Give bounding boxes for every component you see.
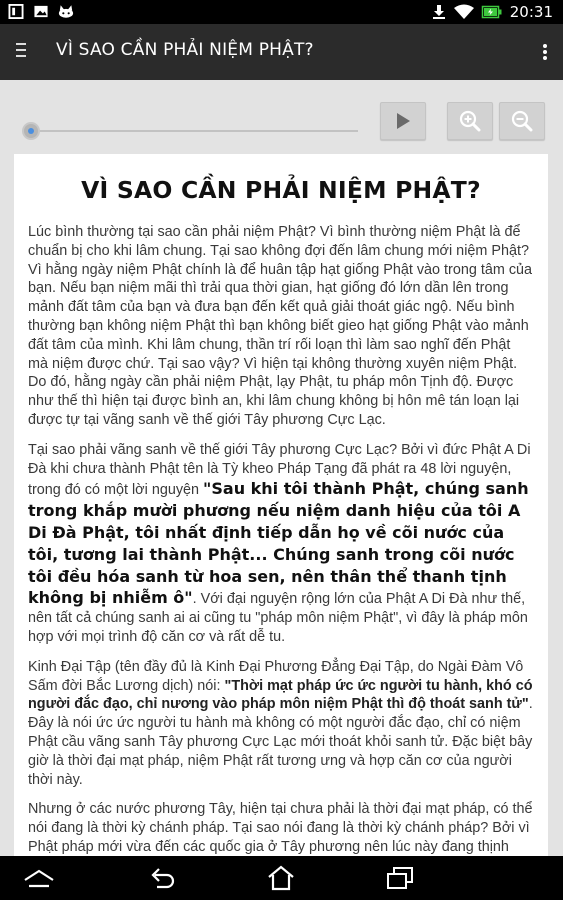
battery-charging-icon: [482, 5, 502, 19]
action-bar: [0, 24, 563, 80]
zoom-out-icon: [510, 109, 534, 133]
seek-bar-thumb[interactable]: [22, 122, 40, 140]
zoom-in-button[interactable]: [447, 102, 493, 140]
seek-bar-track[interactable]: [32, 130, 358, 132]
status-time: 20:31: [509, 3, 553, 21]
wifi-icon: [454, 4, 474, 20]
article-paragraph-2: [28, 441, 534, 647]
home-icon: [265, 865, 297, 891]
navigation-bar: [0, 856, 563, 900]
paragraph-2-rest: . Với đại nguyện rộng lớn của Phật A Di Đà như thế, nên tất cả chúng sanh ai ai cũng tu "pháp môn niệm Phật", vì đây là pháp môn hợp với mọi trình độ căn cơ và rất dễ tu.: [28, 591, 528, 645]
sutra-quote: "Thời mạt pháp ức ức người tu hành, khó có người đắc đạo, chỉ nương vào pháp môn niệm Phật thì độ thoát sanh tử": [28, 677, 533, 713]
nav-back-button[interactable]: [146, 865, 180, 891]
overflow-menu-icon[interactable]: [543, 44, 549, 62]
image-icon: [33, 4, 49, 19]
download-icon: [432, 4, 446, 20]
nav-recent-apps-button[interactable]: [383, 865, 417, 891]
notification-icon: [8, 4, 24, 19]
zoom-out-button[interactable]: [499, 102, 545, 140]
play-icon: [393, 111, 413, 131]
status-left-icons: [8, 4, 74, 19]
status-bar: [0, 0, 563, 24]
paragraph-3-rest: . Đây là nói ức ức người tu hành mà không có một người đắc đạo, chỉ có niệm Phật cầu vãng sanh Tây phương Cực Lạc mới thoát khỏi sanh tử. Đặc biệt bây giờ là thời đại mạt pháp, niệm Phật rất tương ưng và hợp căn cơ của người thời này.: [28, 696, 533, 788]
article-page[interactable]: [14, 154, 548, 874]
page-title: VÌ SAO CẦN PHẢI NIỆM PHẬT?: [56, 40, 314, 60]
back-icon: [147, 866, 179, 890]
vow-quote: "Sau khi tôi thành Phật, chúng sanh trong khắp mười phương nếu niệm danh hiệu của tôi A Di Đà Phật, tôi nhất định tiếp dẫn họ về cõi nước của tôi, tương lai thành Phật... Chúng sanh trong cõi nước tôi đều hóa sanh từ hoa sen, nên thân thể thanh tịnh không bị nhiễm ô": [28, 479, 529, 608]
paragraph-3-intro: Kinh Đại Tập (tên đầy đủ là Kinh Đại Phương Đẳng Đại Tập, do Ngài Đàm Vô Sấm đời Bắc Lương dịch) nói:: [28, 658, 524, 694]
content-area: [0, 80, 563, 856]
nav-asus-button[interactable]: [22, 865, 56, 891]
play-button[interactable]: [380, 102, 426, 140]
article-paragraph-4: Nhưng ở các nước phương Tây, hiện tại chưa phải là thời đại mạt pháp, có thể nói đang là thời kỳ chánh pháp. Tại sao nói đang là thời kỳ chánh pháp? Bởi vì Phật pháp mới vừa đến các quốc gia ở Tây phương nên lúc này đang thịnh: [28, 801, 533, 855]
zoom-in-icon: [458, 109, 482, 133]
hamburger-icon[interactable]: [14, 43, 28, 59]
nav-home-button[interactable]: [264, 865, 298, 891]
status-right-icons: [432, 3, 553, 21]
recent-apps-icon: [384, 866, 416, 890]
cat-icon: [58, 4, 74, 19]
home-shape-icon: [23, 867, 55, 889]
article-paragraph-1: Lúc bình thường tại sao cần phải niệm Phật? Vì bình thường niệm Phật là để chuẩn bị cho khi lâm chung. Tại sao không đợi đến lâm chung mới niệm Phật? Vì hằng ngày niệm Phật chính là để huân tập hạt giống Phật vào trong tâm của bạn. Nếu bạn niệm mãi thì trải qua thời gian, hạt giống đó lớn dần lên trong mảnh đất tâm của bạn và đưa bạn đến kết quả giải thoát giác ngộ. Nếu bình thường bạn không niệm Phật thì bạn không biết gieo hạt giống Phật vào mảnh đất tâm của mình. Khi lâm chung, thần trí rối loạn thì làm sao nghĩ đến Phật mà niệm được chứ. Tại sao vậy? Vì hiện tại không thường xuyên niệm Phật. Do đó, hằng ngày cần phải niệm Phật, lạy Phật, tu pháp môn Tịnh độ. Được như thế thì hiện tại được bình an, khi lâm chung không bị hôn mê tán loạn lại được tự tại vãng sanh về thế giới Tây phương Cực Lạc.: [28, 224, 533, 428]
paragraph-2-intro: Tại sao phải vãng sanh về thế giới Tây phương Cực Lạc? Bởi vì đức Phật A Di Đà khi chưa thành Phật tên là Tỳ kheo Pháp Tạng đã phát ra 48 lời nguyện, trong đó có một lời nguyện: [28, 441, 531, 499]
article-title: VÌ SAO CẦN PHẢI NIỆM PHẬT?: [81, 176, 481, 204]
article-paragraph-3: [28, 658, 534, 790]
